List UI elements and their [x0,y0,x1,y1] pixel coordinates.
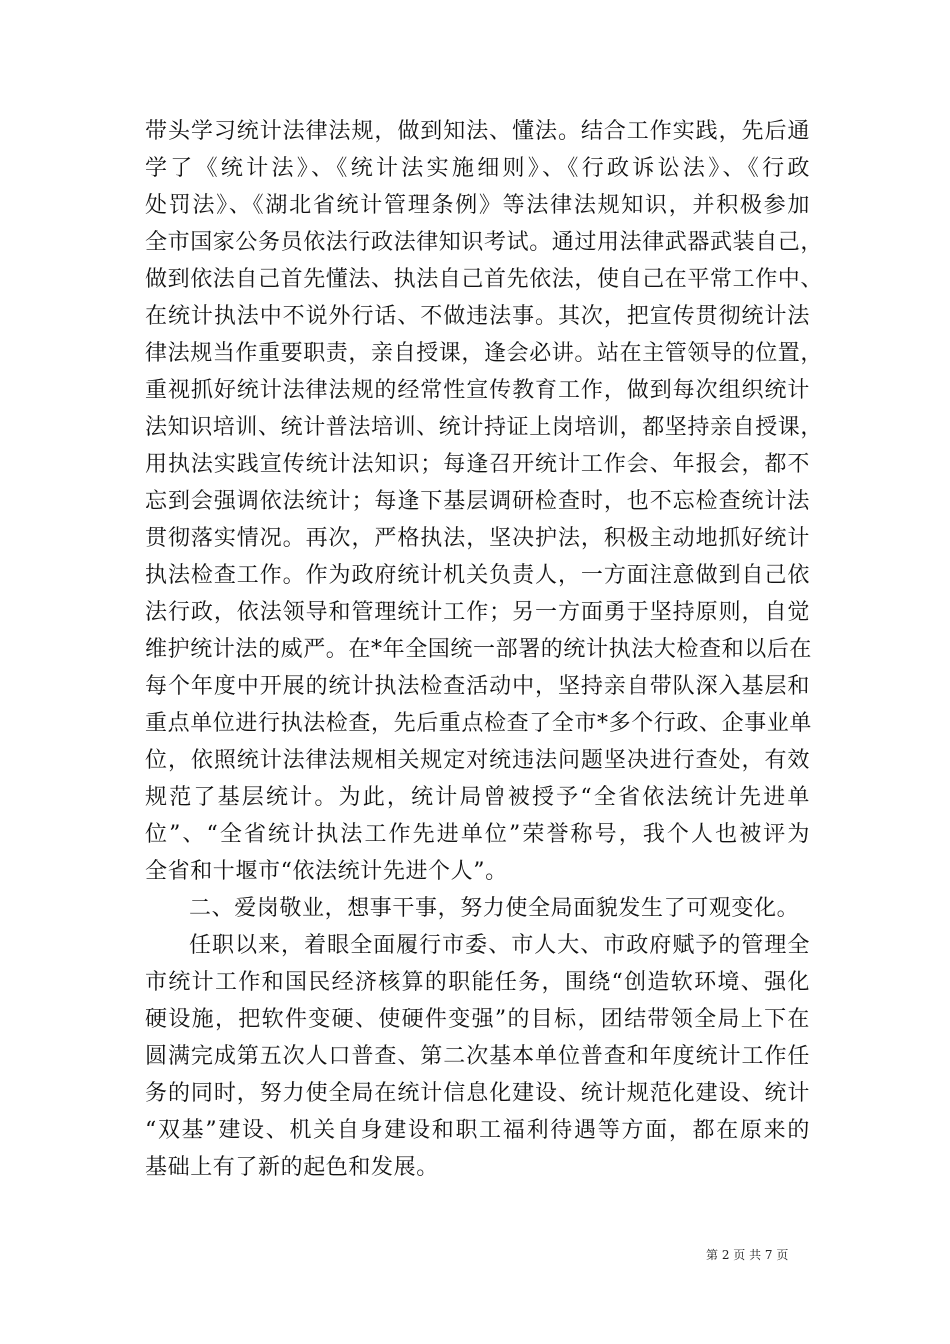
text-line: 律法规当作重要职责，亲自授课，逢会必讲。站在主管领导的位置， [145,341,824,366]
document-body [145,113,824,1186]
text-line: 市统计工作和国民经济核算的职能任务，围绕“创造软环境、强化 [145,970,810,995]
text-line: 贯彻落实情况。再次，严格执法，坚决护法，积极主动地抓好统计 [145,526,810,551]
text-line: 每个年度中开展的统计执法检查活动中，坚持亲自带队深入基层和 [145,674,810,699]
text-line: 带头学习统计法律法规，做到知法、懂法。结合工作实践，先后通 [145,119,810,144]
text-line: 重点单位进行执法检查，先后重点检查了全市*多个行政、企事业单 [145,711,813,736]
text-line: 位，依照统计法律法规相关规定对统违法问题坚决进行查处，有效 [145,748,810,773]
section-heading: 二、爱岗敬业，想事干事，努力使全局面貌发生了可观变化。 [189,896,800,921]
text-line: “双基”建设、机关自身建设和职工福利待遇等方面，都在原来的 [145,1118,810,1143]
text-line: 用执法实践宣传统计法知识；每逢召开统计工作会、年报会，都不 [145,452,810,477]
text-line: 处罚法》、《湖北省统计管理条例》等法律法规知识，并积极参加 [145,193,810,218]
text-line: 做到依法自己首先懂法、执法自己首先依法，使自己在平常工作中、 [145,267,824,292]
text-line: 学了《统计法》、《统计法实施细则》、《行政诉讼法》、《行政 [145,156,810,181]
text-line: 位”、“全省统计执法工作先进单位”荣誉称号，我个人也被评为 [145,822,810,847]
text-line: 法行政，依法领导和管理统计工作；另一方面勇于坚持原则，自觉 [145,600,810,625]
text-line: 务的同时，努力使全局在统计信息化建设、统计规范化建设、统计 [145,1081,810,1106]
text-line: 法知识培训、统计普法培训、统计持证上岗培训，都坚持亲自授课， [145,415,824,440]
text-line: 维护统计法的威严。在*年全国统一部署的统计执法大检查和以后在 [145,637,813,662]
text-line: 忘到会强调依法统计；每逢下基层调研检查时，也不忘检查统计法 [145,489,810,514]
page-number-footer: 第 2 页 共 7 页 [706,1248,789,1262]
text-line: 在统计执法中不说外行话、不做违法事。其次，把宣传贯彻统计法 [145,304,810,329]
text-line: 圆满完成第五次人口普查、第二次基本单位普查和年度统计工作任 [145,1044,810,1069]
text-line: 全省和十堰市“依法统计先进个人”。 [145,859,508,884]
text-line: 重视抓好统计法律法规的经常性宣传教育工作，做到每次组织统计 [145,378,810,403]
text-line: 规范了基层统计。为此，统计局曾被授予“全省依法统计先进单 [145,785,810,810]
text-line: 硬设施，把软件变硬、使硬件变强”的目标，团结带领全局上下在 [145,1007,810,1032]
text-line: 执法检查工作。作为政府统计机关负责人，一方面注意做到自己依 [145,563,810,588]
text-line: 基础上有了新的起色和发展。 [145,1155,439,1180]
text-line: 全市国家公务员依法行政法律知识考试。通过用法律武器武装自己， [145,230,824,255]
text-line: 任职以来，着眼全面履行市委、市人大、市政府赋予的管理全 [189,933,810,958]
